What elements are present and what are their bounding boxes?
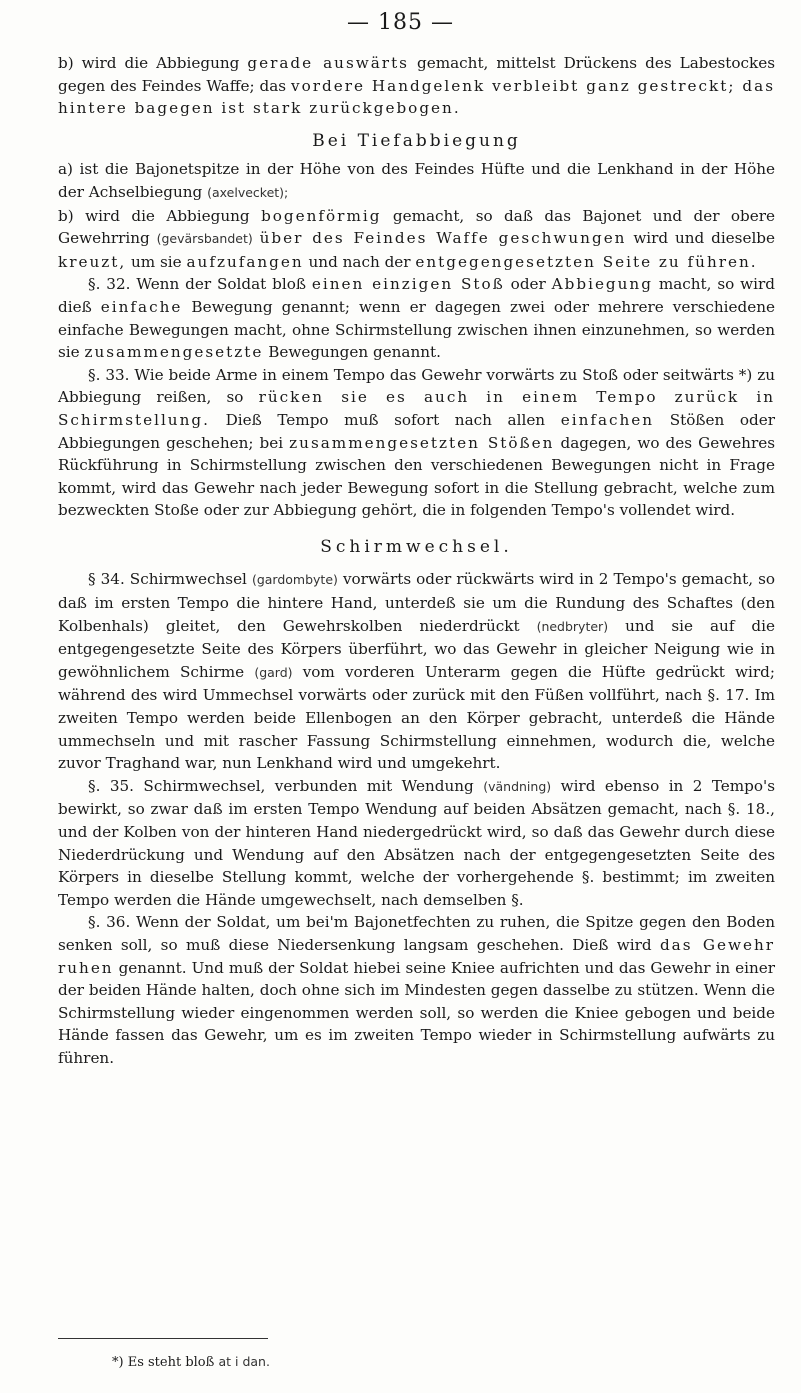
paragraph-36 <box>58 911 775 1069</box>
text: wird und dieselbe <box>633 229 776 248</box>
section-heading-tiefabbiegung: Bei Tiefabbiegung <box>312 130 521 151</box>
text: b) wird die Abbiegung <box>58 54 240 72</box>
text: dagegen, wo des Gewehres Rückführung in Schirmstellung zwischen den verschiedenen Bewegungen nicht in Frage kommt, wird das Gewehr nach jeder Bewegung sofort in die Stellung gebracht, welche zum bezweckten Stoße oder zur Abbiegung gehört, die in folgenden Tempo's vollendet wird. <box>58 433 776 520</box>
swedish-gloss: (gevärsbandet) <box>156 231 253 247</box>
text: §. 35. Schirmwechsel, verbunden mit Wendung <box>88 776 474 795</box>
text: a) ist die Bajonetspitze in der Höhe von des Feindes Hüfte und die Lenkhand in der Höhe der Achselbiegung <box>58 160 775 201</box>
text: um sie <box>131 252 182 271</box>
section-heading-schirmwechsel: Schirmwechsel. <box>320 536 513 557</box>
swedish-gloss: (nedbryter) <box>536 618 609 634</box>
text: Dieß Tempo muß sofort nach allen <box>225 410 546 429</box>
text: wird ebenso in 2 Tempo's bewirkt, so zwar daß im ersten Tempo Wendung auf beiden Absätzen gemacht, nach §. 18., und der Kolben von der hinteren Hand niedergedrückt wird, so daß das Gewehr durch diese Niederdrückung und Wendung auf den Absätzen nach der entgegengesetzten Seite des Körpers in dieselbe Stellung kommt, welche der vorhergehende §. bestimmt; im zweiten Tempo werden die Hände umgewechselt, nach demselben §. <box>58 776 776 909</box>
spaced-text: über des Feindes Waffe geschwungen <box>259 229 627 248</box>
text: gemacht, so daß das Bajonet und der obere Gewehrring <box>58 206 776 248</box>
footnote <box>112 1354 270 1370</box>
swedish-gloss: (gardombyte) <box>251 572 338 588</box>
text: Bewegungen genannt. <box>268 343 441 362</box>
list-item-b <box>58 205 775 274</box>
spaced-text: vordere Handgelenk verbleibt ganz gestreckt; das hintere bagegen ist stark zurückgebogen. <box>58 76 775 118</box>
text: oder <box>510 275 546 294</box>
swedish-gloss: (gard) <box>254 664 293 680</box>
swedish-gloss: at i dan. <box>218 1354 270 1369</box>
spaced-text: zusammengesetzten Stößen <box>289 433 555 452</box>
spaced-text: entgegengesetzten Seite zu führen. <box>415 252 758 271</box>
page-body <box>58 52 775 1070</box>
swedish-gloss: (axelvecket); <box>207 184 289 200</box>
spaced-text: kreuzt, <box>58 252 127 271</box>
spaced-text: einen einzigen Stoß <box>311 275 505 294</box>
paragraph-b <box>58 52 775 120</box>
spaced-text: das Gewehr ruhen <box>58 935 775 977</box>
spaced-text: zusammengesetzte <box>84 343 264 362</box>
swedish-gloss: (vändning) <box>483 778 552 794</box>
paragraph-32 <box>58 273 775 363</box>
text: Bewegung genannt; wenn er dagegen zwei oder mehrere verschiedene einfache Bewegungen macht, ohne Schirmstellung zwischen ihnen einzunehmen, so werden sie <box>58 297 776 362</box>
text: vorwärts oder rückwärts wird in 2 Tempo's gemacht, so daß im ersten Tempo die hintere Hand, unterdeß sie um die Rundung des Schaftes (den Kolbenhals) gleitet, den Gewehrskolben niederdrückt <box>58 570 776 635</box>
text: §. 32. Wenn der Soldat bloß <box>88 275 306 294</box>
paragraph-33 <box>58 364 775 522</box>
spaced-text: bogenförmig <box>261 206 382 225</box>
text: und nach der <box>308 252 411 271</box>
paragraph-35 <box>58 775 775 912</box>
footnote-text: Es steht bloß <box>127 1355 215 1370</box>
text: gemacht, mittelst Drückens des Labestockes gegen des Feindes Waffe; das <box>58 54 776 95</box>
text: b) wird die Abbiegung <box>58 206 250 225</box>
footnote-divider <box>58 1338 268 1339</box>
spaced-text: einfachen <box>560 410 655 429</box>
text: Stößen oder Abbiegungen geschehen; bei <box>58 410 776 452</box>
text: genannt. Und muß der Soldat hiebei seine Kniee aufrichten und das Gewehr in einer der beiden Hände halten, doch ohne sich im Mindesten gegen dasselbe zu stützen. Wenn die Schirmstellung wieder eingenommen werden soll, so werden die Kniee gebogen und beide Hände fassen das Gewehr, um es im zweiten Tempo wieder in Schirmstellung aufwärts zu führen. <box>58 958 775 1067</box>
spaced-text: einfache <box>100 297 183 316</box>
page-number: — 185 — <box>347 10 454 35</box>
spaced-text: gerade auswärts <box>247 54 409 72</box>
text: §. 33. Wie beide Arme in einem Tempo das Gewehr vorwärts zu Stoß oder seitwärts *) zu Abbiegung reißen, so <box>58 365 775 407</box>
text: und sie auf die entgegengesetzte Seite des Körpers überführt, wo das Gewehr in gleicher Neigung wie in gewöhnlichem Schirme <box>58 616 776 681</box>
footnote-marker: *) <box>112 1355 124 1370</box>
list-item-a <box>58 158 775 204</box>
text: macht, so wird dieß <box>58 275 776 316</box>
text: §. 36. Wenn der Soldat, um bei'm Bajonetfechten zu ruhen, die Spitze gegen den Boden senken soll, so muß diese Niedersenkung langsam geschehen. Dieß wird <box>58 913 775 954</box>
text: vom vorderen Unterarm gegen die Hüfte gedrückt wird; während des wird Ummechsel vorwärts oder zurück mit den Füßen vollführt, nach §. 17. Im zweiten Tempo werden beide Ellenbogen an den Körper gebracht, unterdeß die Hände ummechseln und mit rascher Fassung Schirmstellung einnehmen, wodurch die, welche zuvor Traghand war, nun Lenkhand wird und umgekehrt. <box>58 662 776 773</box>
text: § 34. Schirmwechsel <box>88 570 247 589</box>
spaced-text: rücken sie es auch in einem Tempo zurück in Schirmstellung. <box>58 388 775 429</box>
spaced-text: aufzufangen <box>186 252 304 271</box>
spaced-text: Abbiegung <box>551 275 653 294</box>
paragraph-34 <box>58 568 775 774</box>
